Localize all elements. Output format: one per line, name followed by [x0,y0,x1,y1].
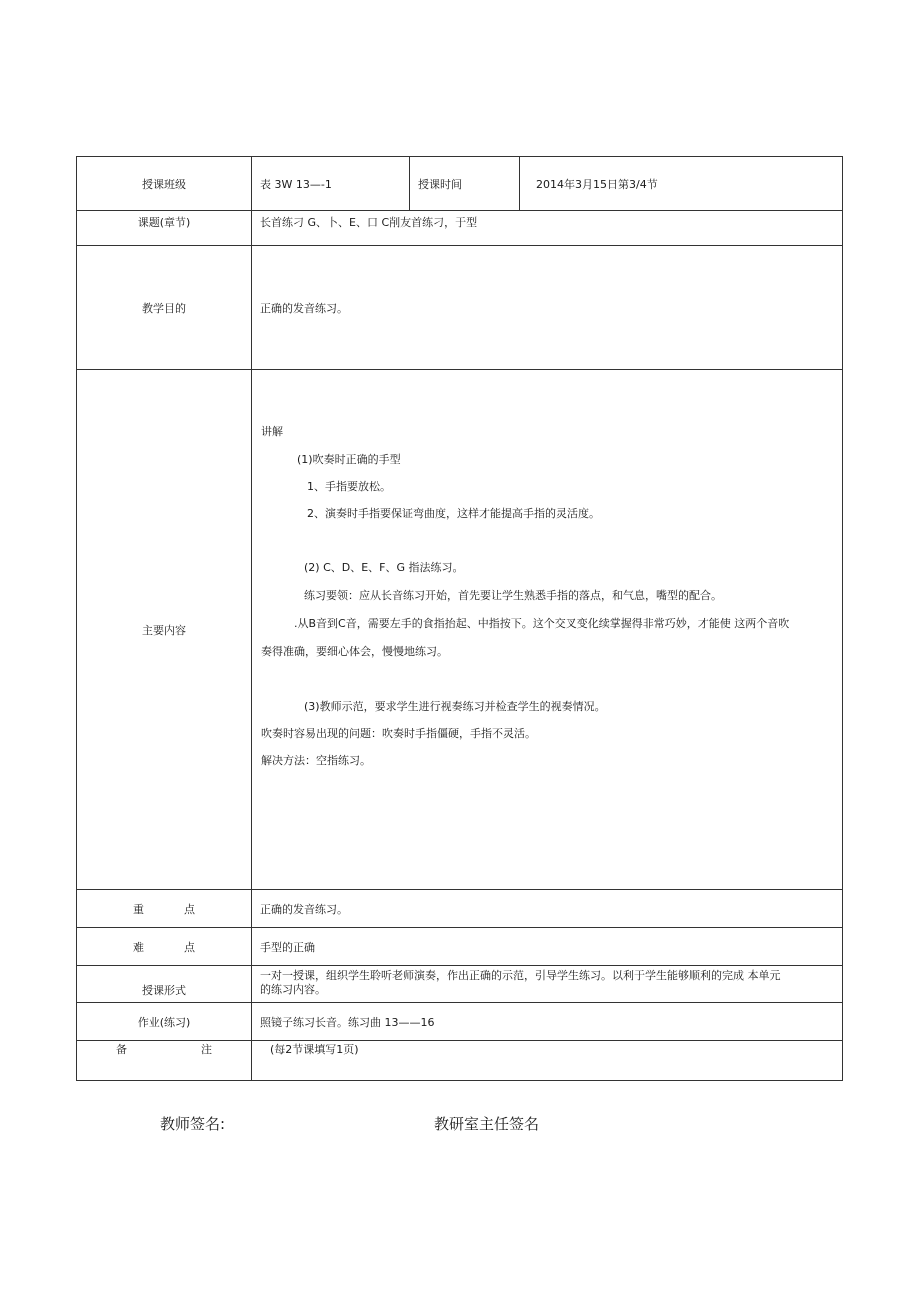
main-content-cell [252,370,843,890]
time-value: 2014年3月15日第3/4节 [520,157,843,211]
main-line-2: (1)吹奏时正确的手型 [297,453,401,466]
main-line-7: .从B音到C音，需要左手的食指抬起、中指按下。这个交叉变化续掌握得非常巧妙，才能使 这两个音吹 [294,617,790,630]
form-label: 授课形式 [77,966,252,1003]
main-line-1: 讲解 [261,425,283,438]
row-difficulty [77,928,843,966]
form-line-1: 一对一授课，组织学生聆听老师演奏，作出正确的示范，引导学生练习。以利于学生能够顺利的完成 本单元 [260,969,781,982]
topic-label: 课题(章节) [77,211,252,246]
homework-value: 照镜子练习长音。练习曲 13——16 [252,1003,843,1041]
main-line-10: 吹奏时容易出现的问题：吹奏时手指僵硬，手指不灵活。 [261,727,536,740]
class-label: 授课班级 [77,157,252,211]
remark-value: (每2节课填写1页) [252,1041,843,1081]
key-point-label [77,890,252,928]
remark-label-a: 备 [116,1043,127,1056]
row-remark [77,1041,843,1081]
topic-value: 长首练刁 G、卜、E、口 C削友首练刁，于型 [252,211,843,246]
row-main-content [77,370,843,890]
form-value [252,966,843,1003]
main-line-5: (2) C、D、E、F、G 指法练习。 [304,561,464,574]
remark-label-b: 注 [201,1043,212,1056]
row-teaching-form [77,966,843,1003]
main-line-4: 2、演奏时手指要保证弯曲度，这样才能提高手指的灵活度。 [307,507,600,520]
main-line-8: 奏得准确，要细心体会，慢慢地练习。 [261,645,448,658]
director-signature-label: 教研室主任签名 [434,1115,540,1133]
time-label: 授课时间 [410,157,520,211]
goal-value: 正确的发音练习。 [252,246,843,370]
main-line-3: 1、手指要放松。 [307,480,391,493]
difficulty-value: 手型的正确 [252,928,843,966]
difficulty-label-b: 点 [184,940,195,954]
main-line-11: 解决方法：空指练习。 [261,754,371,767]
key-point-label-b: 点 [184,902,195,916]
key-point-label-a: 重 [133,902,144,916]
row-topic [77,211,843,246]
row-class-time [77,157,843,211]
row-goal [77,246,843,370]
difficulty-label [77,928,252,966]
teacher-signature-label: 教师签名: [160,1115,226,1133]
lesson-plan-table [76,156,843,1081]
main-label: 主要内容 [77,370,252,890]
main-line-6: 练习要领：应从长音练习开始，首先要让学生熟悉手指的落点，和气息，嘴型的配合。 [304,589,722,602]
row-homework [77,1003,843,1041]
homework-label: 作业(练习) [77,1003,252,1041]
main-line-9: (3)教师示范，要求学生进行视奏练习并检查学生的视奏情况。 [304,700,606,713]
goal-label: 教学目的 [77,246,252,370]
key-point-value: 正确的发音练习。 [252,890,843,928]
difficulty-label-a: 难 [133,940,144,954]
class-value: 表 3W 13—-1 [252,157,410,211]
form-line-2: 的练习内容。 [260,983,326,996]
remark-label [77,1041,252,1081]
row-key-point [77,890,843,928]
